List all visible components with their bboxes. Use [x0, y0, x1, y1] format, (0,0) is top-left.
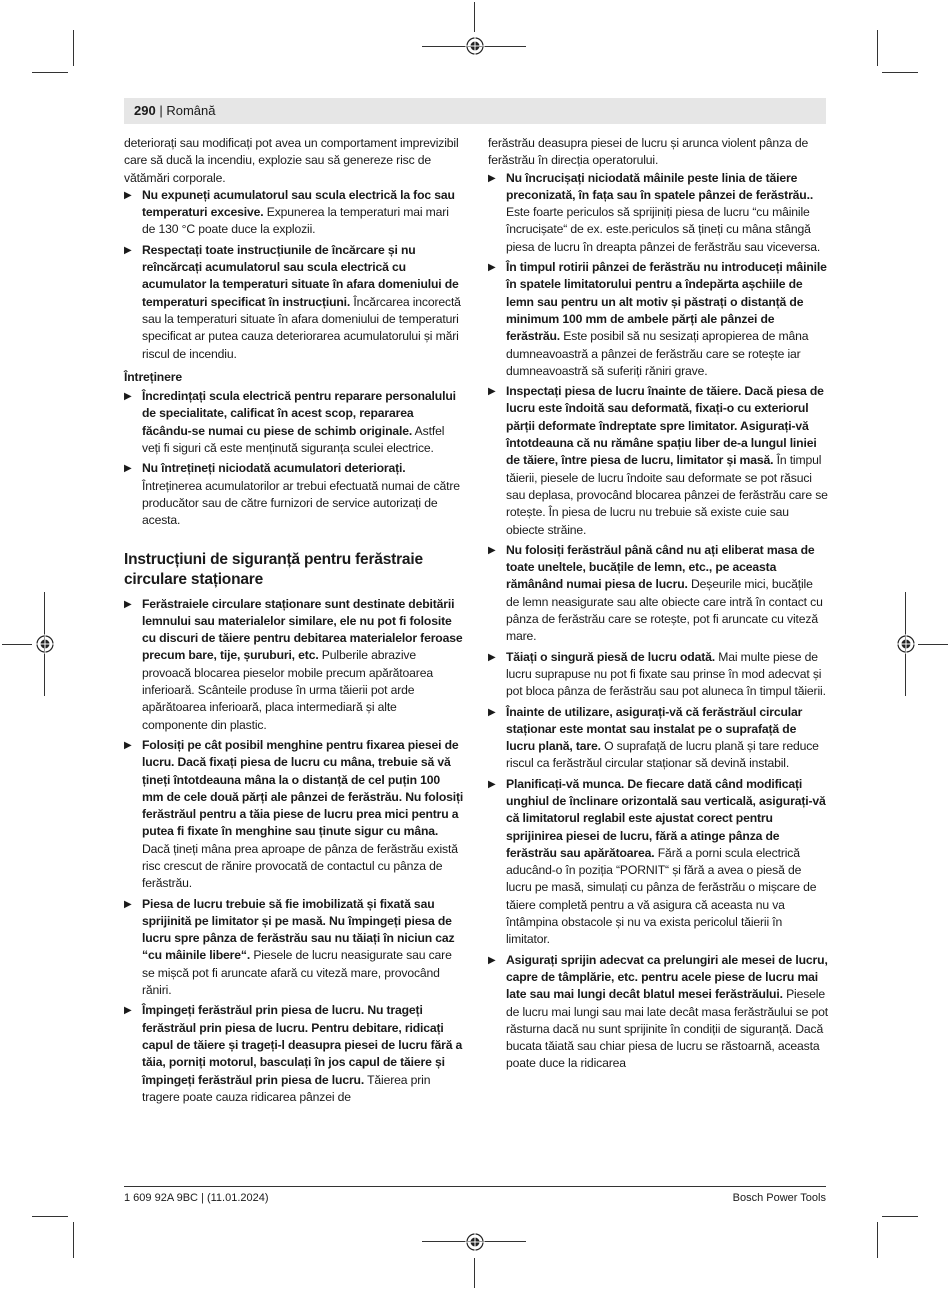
item-bold-text: Nu folosiți ferăstrăul până când nu ați eliberat masa de toate uneltele, bucățile de lemn, etc., pe aceasta rămânând numai piesa de lucru.	[506, 542, 815, 592]
item-bold-text: Asigurați sprijin adecvat ca prelungiri ale mesei de lucru, capre de tâmplărie, etc. pentru acele piese de lucru mai late sau mai lungi decât blatul mesei ferăstrăului.	[506, 952, 828, 1002]
list-item	[124, 460, 464, 529]
item-text: Este foarte periculos să sprijiniți piesa de lucru “cu mâinile încrucișate“ de ex. este.periculos să țineți cu mâna stângă piesa de lucru în dreapta pânzei de ferăstrău sau viceversa.	[506, 205, 821, 254]
bullet-arrow-icon: ▶	[488, 954, 496, 966]
bullet-arrow-icon: ▶	[124, 244, 132, 256]
item-bold-text: Împingeți ferăstrăul prin piesa de lucru. Nu trageți ferăstrăul prin piesa de lucru. Pentru debitare, ridicați capul de tăiere și trageți-l deasupra piesei de lucru fără a tăia, porniți motorul, basculați în jos capul de tăiere și împingeți ferăstrăul prin piesa de lucru.	[142, 1003, 463, 1087]
bullet-arrow-icon: ▶	[124, 739, 132, 751]
item-text: Piesele de lucru neasigurate sau care se mișcă pot fi aruncate afară cu viteză mare, provocând răniri.	[142, 948, 452, 998]
list-item	[488, 952, 828, 1073]
list-item	[124, 1002, 464, 1106]
list-item	[488, 704, 828, 773]
item-text: Încărcarea incorectă sau la temperaturi situate în afara domeniului de temperaturi specificat ar putea cauza deteriorarea acumulatorului și mări riscul de incendiu.	[142, 294, 461, 361]
registration-target-icon	[465, 36, 485, 56]
bullet-arrow-icon: ▶	[124, 598, 132, 610]
right-column	[488, 135, 828, 1076]
item-bold-text: Nu întrețineți niciodată acumulatori deteriorați.	[142, 461, 406, 476]
bullet-arrow-icon: ▶	[488, 172, 496, 184]
registration-target-icon	[35, 634, 55, 654]
bullet-arrow-icon: ▶	[488, 778, 496, 790]
crop-mark	[32, 1216, 68, 1217]
list-item	[488, 383, 828, 539]
intro-paragraph: deteriorați sau modificați pot avea un comportament imprevizibil care să ducă la incendiu, explozie sau să genereze risc de vătămări corporale.	[124, 136, 459, 185]
subheading: Întreținere	[124, 369, 182, 384]
item-text: În timpul tăierii, piesele de lucru îndoite sau deformate se pot răsuci sau deplasa, provocând blocarea pânzei de ferăstrău care se rotește. În piesa de lucru nu trebuie să existe cuie sau obiecte străine.	[506, 453, 828, 537]
crop-mark	[73, 1222, 74, 1258]
item-text: O suprafață de lucru plană și tare reduce riscul ca ferăstrăul circular staționar să devină instabil.	[506, 739, 819, 771]
bullet-arrow-icon: ▶	[488, 262, 496, 274]
item-bold-text: Ferăstraiele circulare staționare sunt destinate debitării lemnului sau materialelor similare, ele nu pot fi folosite cu discuri de tăiere pentru debitarea materialelor feroase precum bare, tije, șuruburi, etc.	[142, 596, 463, 663]
item-bold-text: Nu încrucișați niciodată mâinile peste linia de tăiere preconizată, în fața sau în spatele pânzei de ferăstrău..	[506, 170, 814, 202]
item-bold-text: Încredințați scula electrică pentru reparare personalului de specialitate, calificat în acest scop, repararea făcându-se numai cu piese de schimb originale.	[142, 389, 456, 438]
intro-paragraph: ferăstrău deasupra piesei de lucru și arunca violent pânza de ferăstrău în direcția operatorului.	[488, 136, 809, 168]
item-bold-text: Tăiați o singură piesă de lucru odată.	[506, 649, 715, 664]
crop-mark	[918, 644, 948, 645]
crop-mark	[474, 1258, 475, 1288]
crop-mark	[877, 1222, 878, 1258]
item-text: Fără a porni scula electrică aducând-o în poziția “PORNIT“ și fără a avea o piesă de lucru pe masă, simulați cu pânza de ferăstrău o mișcare de tăiere completă pentru a vă asigura că aceasta nu va întâmpina obstacole și nu va exista pericolul tăierii în limitator.	[506, 845, 817, 947]
item-text: Piesele de lucru mai lungi sau mai late decât masa ferăstrăului se pot răsturna dacă nu sunt sprijinite în condiții de siguranță. Dacă bucata tăiată sau chiar piesa de lucru se răstoarnă, aceasta poate duce la ridicarea	[506, 987, 828, 1071]
footer-divider	[124, 1186, 826, 1187]
left-column	[124, 135, 464, 1109]
bullet-arrow-icon: ▶	[488, 386, 496, 398]
crop-mark	[73, 30, 74, 66]
item-text: Este posibil să nu sesizați apropierea de mâna dumneavoastră a pânzei de ferăstrău care se rotește iar dumneavoastră să suferiți răniri grave.	[506, 329, 809, 378]
bullet-arrow-icon: ▶	[124, 391, 132, 403]
item-bold-text: În timpul rotirii pânzei de ferăstrău nu introduceți mâinile în spatele limitatorului pentru a îndepărta așchiile de lemn sau pentru un alt motiv și păstrați o distanță de minimum 100 mm de ambele părți ale pânzei de ferăstrău.	[506, 260, 827, 344]
item-text: Expunerea la temperaturi mai mari de 130 °C poate duce la explozii.	[142, 205, 449, 237]
item-bold-text: Inspectați piesa de lucru înainte de tăiere. Dacă piesa de lucru este îndoită sau deformată, fixați-o cu exteriorul părții deformate îndreptate spre limitator. Asigurați-vă întotdeauna că nu rămâne spațiu liber de-a lungul liniei de tăiere, între piesa de lucru, limitator și masă.	[506, 384, 824, 468]
page-header-band	[124, 98, 826, 124]
registration-target-icon	[465, 1232, 485, 1252]
list-item	[124, 896, 464, 1000]
item-bold-text: Piesa de lucru trebuie să fie imobilizată și fixată sau sprijinită pe limitator și pe masă. Nu împingeți piesa de lucru spre pânza de ferăstrău sau nu tăiați în niciun caz “cu mâinile libere“.	[142, 896, 455, 963]
list-item	[488, 259, 828, 380]
header-separator: |	[159, 103, 163, 118]
footer-brand: Bosch Power Tools	[732, 1192, 826, 1204]
item-text: Tăierea prin tragere poate cauza ridicarea pânzei de	[142, 1072, 431, 1104]
crop-mark	[2, 644, 32, 645]
item-text: Deșeurile mici, bucățile de lemn neasigurate sau alte obiecte care intră în contact cu pânza de ferăstrău care se rotește, pot fi aruncate cu viteză mare.	[506, 577, 823, 644]
header-language: Română	[166, 103, 216, 118]
list-item	[124, 737, 464, 893]
item-text: Pulberile abrazive provoacă blocarea pieselor mobile precum apărătoarea inferioară. Scânteile produse în urma tăierii pot arde apărătoarea inferioară, placa intermediară și alte componente din plastic.	[142, 648, 433, 732]
item-text: Astfel veți fi siguri că este menținută siguranța sculei electrice.	[142, 423, 445, 456]
item-bold-text: Nu expuneți acumulatorul sau scula electrică la foc sau temperaturi excesive.	[142, 187, 455, 220]
bullet-arrow-icon: ▶	[124, 189, 132, 201]
section-heading: Instrucțiuni de siguranță pentru ferăstraie circulare staționare	[124, 550, 423, 588]
bullet-arrow-icon: ▶	[124, 463, 132, 475]
bullet-arrow-icon: ▶	[488, 706, 496, 718]
bullet-arrow-icon: ▶	[488, 651, 496, 663]
item-text: Întreținerea acumulatorilor ar trebui efectuată numai de către producător sau de către furnizori de service autorizați de acesta.	[142, 478, 460, 528]
list-item	[124, 187, 464, 239]
list-item	[488, 776, 828, 949]
item-bold-text: Folosiți pe cât posibil menghine pentru fixarea piesei de lucru. Dacă fixați piesa de lucru cu mâna, trebuie să vă țineți întotdeauna mâna la o distanță de cel puțin 100 mm de cele două părți ale pânzei de ferăstrău. Nu folosiți ferăstrăul pentru a tăia piese de lucru prea mici pentru a putea fi fixate în menghine sau ținute sigur cu mâna.	[142, 737, 464, 839]
item-text: Dacă țineți mâna prea aproape de pânza de ferăstrău există risc crescut de rănire provocată de contactul cu pânza de ferăstrău.	[142, 841, 458, 891]
crop-mark	[882, 1216, 918, 1217]
crop-mark	[32, 72, 68, 73]
bullet-arrow-icon: ▶	[488, 544, 496, 556]
list-item	[488, 649, 828, 701]
list-item	[124, 388, 464, 457]
page-header	[134, 102, 215, 120]
list-item	[124, 596, 464, 734]
list-item	[124, 242, 464, 363]
item-text: Mai multe piese de lucru suprapuse nu pot fi fixate sau prinse în mod adecvat și pot bloca pânza de ferăstrău sau pot aluneca în timpul tăierii.	[506, 649, 826, 699]
bullet-arrow-icon: ▶	[124, 898, 132, 910]
list-item	[488, 170, 828, 256]
crop-mark	[474, 2, 475, 32]
crop-mark	[877, 30, 878, 66]
item-bold-text: Respectați toate instrucțiunile de încărcare și nu reîncărcați acumulatorul sau scula electrică cu acumulator la temperaturi situate în afara domeniului de temperaturi specificat în instrucțiuni.	[142, 242, 459, 309]
item-bold-text: Planificați-vă munca. De fiecare dată când modificați unghiul de înclinare orizontală sau verticală, asigurați-vă că limitatorul reglabil este ajustat corect pentru sprijinirea piesei de lucru, fără a atinge pânza de ferăstrău sau apărătoarea.	[506, 776, 826, 860]
list-item	[488, 542, 828, 646]
page-number: 290	[134, 103, 156, 118]
crop-mark	[882, 72, 918, 73]
footer-doc-code: 1 609 92A 9BC | (11.01.2024)	[124, 1192, 269, 1204]
item-bold-text: Înainte de utilizare, asigurați-vă că ferăstrăul circular staționar este montat sau instalat pe o suprafață de lucru plană, tare.	[506, 704, 803, 754]
registration-target-icon	[896, 634, 916, 654]
bullet-arrow-icon: ▶	[124, 1005, 132, 1017]
